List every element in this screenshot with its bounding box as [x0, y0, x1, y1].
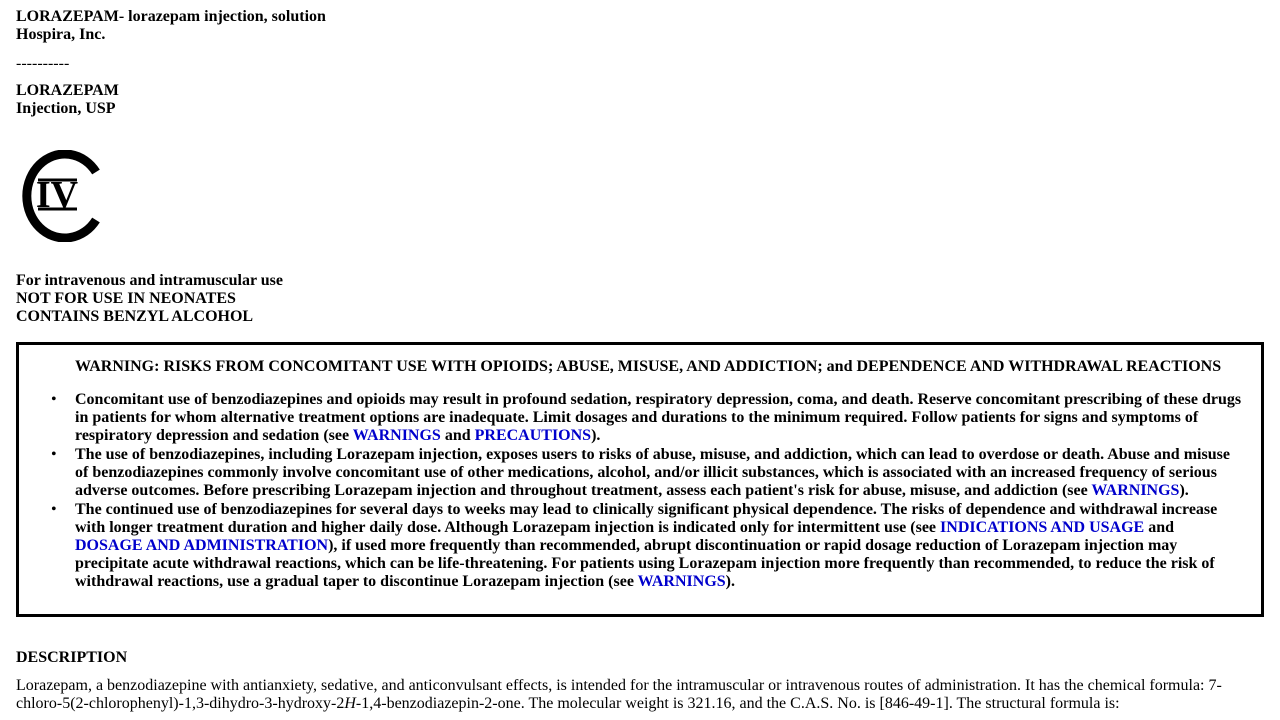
warning-text: Concomitant use of benzodiazepines and opioids may result in profound sedation, respiratory depression, coma, and death. Reserve concomitant prescribing of these drugs in patients for whom alternative treatment options are inadequate. Limit dosages and durations to the minimum required. Follow patients for signs and symptoms of respiratory depression and sedation (see	[75, 391, 1242, 444]
indications-and-usage-link[interactable]: INDICATIONS AND USAGE	[940, 519, 1145, 536]
description-body	[16, 677, 1234, 713]
schedule-label: IV	[35, 174, 79, 216]
use-notes	[16, 272, 283, 326]
use-note-route: For intravenous and intramuscular use	[16, 272, 283, 289]
description-heading: DESCRIPTION	[16, 649, 128, 666]
label-header	[16, 8, 326, 44]
warnings-link[interactable]: WARNINGS	[637, 573, 726, 590]
drug-form: Injection, USP	[16, 100, 116, 117]
separator: ----------	[16, 55, 70, 72]
warning-text: The continued use of benzodiazepines for several days to weeks may lead to clinically significant physical dependence. The risks of dependence and withdrawal increase with longer treatment duration and higher daily dose. Although Lorazepam injection is indicated only for intermittent use (see	[75, 501, 1218, 536]
warning-text: ).	[1179, 482, 1189, 499]
boxed-warning	[16, 342, 1264, 617]
warning-text: ), if used more frequently than recommended, abrupt discontinuation or rapid dosage reduction of Lorazepam injection may precipitate acute withdrawal reactions, which can be life-threatening. For patients using Lorazepam injection more frequently than recommended, to reduce the risk of withdrawal reactions, use a gradual taper to discontinue Lorazepam injection (see	[75, 537, 1215, 590]
use-note-benzyl-alcohol: CONTAINS BENZYL ALCOHOL	[16, 308, 254, 325]
warning-text: ).	[725, 573, 735, 590]
bullet-icon: •	[51, 391, 57, 408]
warning-text: and	[1144, 519, 1175, 536]
warning-text: and	[440, 427, 475, 444]
use-note-neonates: NOT FOR USE IN NEONATES	[16, 290, 236, 307]
schedule-c-iv-graphic	[16, 150, 100, 242]
warnings-link[interactable]: WARNINGS	[1091, 482, 1180, 499]
warning-item-opioids	[51, 391, 1245, 445]
warning-text: The use of benzodiazepines, including Lorazepam injection, exposes users to risks of abuse, misuse, and addiction, which can lead to overdose or death. Abuse and misuse of benzodiazepines commonly involve concomitant use of other medications, alcohol, and/or illicit substances, which is associated with an increased frequency of serious adverse outcomes. Before prescribing Lorazepam injection and throughout treatment, assess each patient's risk for abuse, misuse, and addiction (see	[75, 446, 1230, 499]
dosage-and-administration-link[interactable]: DOSAGE AND ADMINISTRATION	[75, 537, 329, 554]
boxed-warning-list	[51, 391, 1245, 592]
warning-item-dependence	[51, 501, 1245, 591]
warning-text: ).	[591, 427, 601, 444]
drug-title	[16, 82, 119, 118]
description-italic-h: H	[344, 695, 356, 712]
drug-name: LORAZEPAM	[16, 82, 119, 99]
bullet-icon: •	[51, 501, 57, 518]
company-name: Hospira, Inc.	[16, 26, 106, 43]
schedule-c-iv-icon	[16, 150, 100, 242]
precautions-link[interactable]: PRECAUTIONS	[474, 427, 592, 444]
warnings-link[interactable]: WARNINGS	[352, 427, 441, 444]
warning-item-abuse	[51, 446, 1245, 500]
product-line: LORAZEPAM- lorazepam injection, solution	[16, 8, 326, 25]
description-text: Lorazepam, a benzodiazepine with antianxiety, sedative, and anticonvulsant effects, is intended for the intramuscular or intravenous routes of administration. It has the chemical formula: 7-chloro-5(2-chlorophenyl)-1,3-dihydro-3-hydroxy-2	[16, 677, 1222, 712]
description-text: -1,4-benzodiazepin-2-one. The molecular weight is 321.16, and the C.A.S. No. is [846-49-1]. The structural formula is:	[355, 695, 1120, 712]
bullet-icon: •	[51, 446, 57, 463]
boxed-warning-title: WARNING: RISKS FROM CONCOMITANT USE WITH OPIOIDS; ABUSE, MISUSE, AND ADDICTION; and DEPENDENCE AND WITHDRAWAL REACTIONS	[75, 358, 1222, 375]
